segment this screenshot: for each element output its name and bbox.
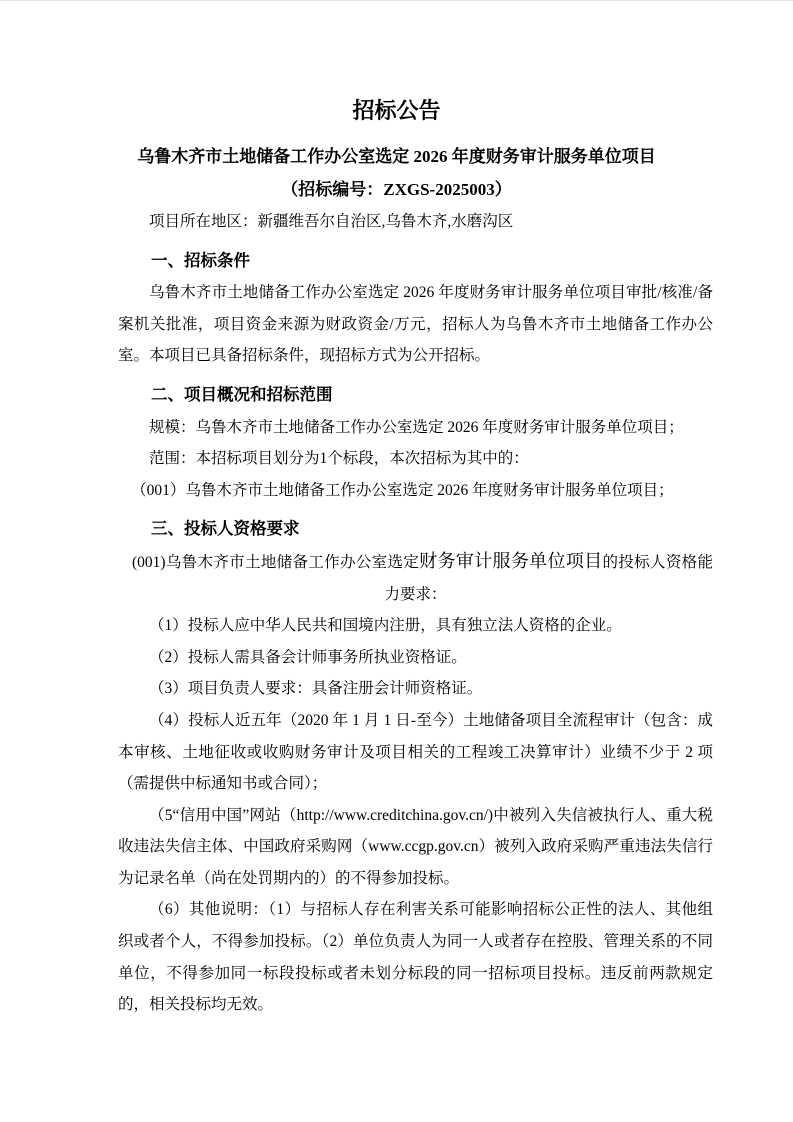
project-location: 项目所在地区：新疆维吾尔自治区,乌鲁木齐,水磨沟区 (149, 213, 514, 230)
lot-line: （001）乌鲁木齐市土地储备工作办公室选定 2026 年度财务审计服务单位项目； (131, 481, 674, 499)
qualification-intro (118, 546, 713, 610)
project-subtitle: 乌鲁木齐市土地储备工作办公室选定 2026 年度财务审计服务单位项目 (137, 147, 656, 166)
qualification-intro-prefix: (001)乌鲁木齐市土地储备工作办公室选定 (131, 553, 420, 571)
document-body (118, 93, 713, 1021)
scale-line: 规模：乌鲁木齐市土地储备工作办公室选定 2026 年度财务审计服务单位项目； (149, 418, 684, 436)
requirement-item-3: （3）项目负责人要求：具备注册会计师资格证。 (149, 680, 483, 698)
requirement-item-6: （6）其他说明：（1）与招标人存在利害关系可能影响招标公正性的法人、其他组织或者个人，不得参加投标。（2）单位负责人为同一人或者存在控股、管理关系的不同单位，不得参加同一标段投标或者未划分标段的同一招标项目投标。违反前两款规定的，相关投标均无效。 (118, 901, 713, 1014)
section-1-paragraph: 乌鲁木齐市土地储备工作办公室选定 2026 年度财务审计服务单位项目审批/核准/备案机关批准，项目资金来源为财政资金/万元，招标人为乌鲁木齐市土地储备工作办公室。本项目已具备招标条件，现招标方式为公开招标。 (118, 284, 713, 365)
section-1-heading: 一、招标条件 (151, 251, 250, 270)
bid-number: （招标编号：ZXGS-2025003） (281, 180, 512, 199)
requirement-item-1: （1）投标人应中华人民共和国境内注册，具有独立法人资格的企业。 (149, 617, 622, 635)
section-2-heading: 二、项目概况和招标范围 (151, 385, 333, 404)
requirement-item-4: （4）投标人近五年（2020 年 1 月 1 日-至今）土地储备项目全流程审计（包含：成本审核、土地征收或收购财务审计及项目相关的工程竣工决算审计）业绩不少于 2 项（需提供中标通知书或合同）； (118, 711, 713, 793)
scope-line: 范围：本招标项目划分为1个标段，本次招标为其中的： (149, 450, 529, 468)
requirement-item-2: （2）投标人需具备会计师事务所执业资格证。 (149, 648, 467, 666)
qualification-intro-emphasis: 财务审计服务单位项目 (419, 550, 603, 571)
section-3-heading: 三、投标人资格要求 (151, 520, 300, 539)
page-title: 招标公告 (352, 98, 441, 123)
requirement-item-5: （5“信用中国”网站（http://www.creditchina.gov.cn/)中被列入失信被执行人、重大税收违法失信主体、中国政府采购网（www.ccgp.gov.cn）被列入政府采购严重违法失信行为记录名单（尚在处罚期内的）的不得参加投标。 (118, 806, 713, 887)
qualification-intro-suffix: 的投标人资格能力要求： (384, 553, 713, 603)
